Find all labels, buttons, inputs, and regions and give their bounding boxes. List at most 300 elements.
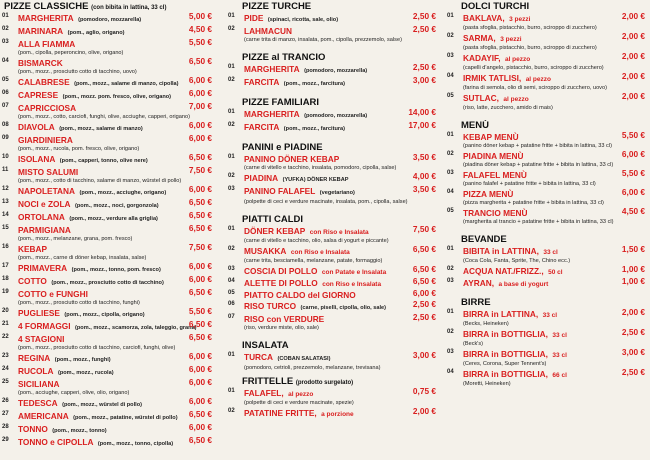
item-number: 03: [447, 349, 454, 355]
item-description: (margherita al trancio + patatine fritte + bibita in lattina, 33 cl): [463, 219, 614, 225]
item-name: CAPRICCIOSA: [18, 103, 77, 113]
item-name: 4 STAGIONI: [18, 334, 65, 344]
menu-item-row: [447, 12, 647, 24]
item-price: 14,00 €: [408, 107, 436, 117]
item-number: 01: [228, 13, 235, 19]
menu-item-row: [2, 378, 214, 389]
item-ingredients: con Riso e Insalata: [290, 249, 350, 256]
item-number: 28: [2, 424, 9, 430]
item-list: [447, 12, 647, 112]
menu-item-row: [228, 351, 438, 364]
item-name: TONNO e CIPOLLA: [18, 437, 94, 447]
item-ingredients: (pom., mozz., verdure alla griglia): [69, 216, 158, 222]
section-title: [228, 142, 438, 153]
item-description: (Ceres, Corona, Super Tennent's): [463, 361, 547, 367]
item-number: 02: [447, 33, 454, 39]
item-number: 18: [2, 276, 9, 282]
item-name: PRIMAVERA: [18, 263, 68, 273]
item-name: BIRRA in BOTTIGLIA,: [463, 349, 548, 359]
item-number: 08: [2, 122, 9, 128]
item-description: (panino falafel + patatine fritte + bibita in lattina, 33 cl): [463, 181, 596, 187]
item-price: 2,00 €: [621, 71, 645, 81]
item-name: AMERICANA: [18, 411, 69, 421]
item-number: 04: [447, 73, 454, 79]
item-number: 22: [2, 334, 9, 340]
item-price: 6,00 €: [188, 261, 212, 271]
item-price: 4,00 €: [412, 171, 436, 181]
menu-item-row: [2, 198, 214, 211]
item-ingredients: 33 cl: [542, 312, 558, 319]
menu-item-row: [228, 313, 438, 324]
item-name: BISMARCK: [18, 58, 63, 68]
item-name: SARMA,: [463, 33, 496, 43]
item-price: 6,50 €: [188, 223, 212, 233]
section-title: [447, 1, 647, 12]
item-description: (carne trita, besciamella, melanzane, patate, formaggio): [244, 258, 383, 264]
menu-item-row: [2, 224, 214, 235]
item-number: 27: [2, 411, 9, 417]
item-ingredients: (pom., mozz., tonno): [52, 428, 107, 434]
item-ingredients: (pom., mozz., acciughe, origano): [79, 190, 167, 196]
item-name: TURCA: [244, 352, 274, 362]
section-title: [228, 1, 438, 12]
item-name: TEDESCA: [18, 398, 58, 408]
menu-item-row: [2, 397, 214, 410]
menu-item-row: [447, 72, 647, 84]
item-name: CAPRESE: [18, 90, 59, 100]
item-ingredients: (pom., aglio, origano): [67, 30, 125, 36]
menu-item-row: [228, 108, 438, 121]
item-name: PATATINE FRITTE,: [244, 408, 317, 418]
section-title-text: FRITTELLE: [242, 376, 294, 387]
item-name: REGINA: [18, 353, 51, 363]
menu-item-row: [2, 410, 214, 423]
item-price: 2,50 €: [412, 312, 436, 322]
item-name: FALAFEL,: [244, 388, 284, 398]
item-price: 2,00 €: [621, 31, 645, 41]
menu-item-row: [228, 153, 438, 164]
item-description: (pom., mozz., prosciutto cotto di tacchino, uovo): [18, 69, 137, 75]
item-ingredients: a porzione: [321, 411, 354, 418]
item-list: [228, 153, 438, 206]
section-title-text: DOLCI TURCHI: [461, 1, 530, 12]
item-ingredients: al pezzo: [525, 76, 551, 83]
item-price: 2,00 €: [621, 51, 645, 61]
item-ingredients: (pom., mozz., würstel di pollo): [62, 402, 142, 408]
item-price: 1,00 €: [621, 264, 645, 274]
item-number: 29: [2, 437, 9, 443]
section-title-text: PANINI e PIADINE: [242, 142, 323, 153]
item-number: 02: [228, 122, 235, 128]
item-name: BIRRA in BOTTIGLIA,: [463, 369, 548, 379]
menu-item-row: [447, 308, 647, 320]
item-number: 07: [228, 314, 235, 320]
item-price: 17,00 €: [408, 120, 436, 130]
item-price: 3,50 €: [412, 184, 436, 194]
item-number: 01: [228, 154, 235, 160]
item-ingredients: (pomodoro, mozzarella): [78, 17, 142, 23]
item-price: 6,50 €: [188, 152, 212, 162]
item-price: 6,50 €: [188, 56, 212, 66]
item-number: 03: [2, 39, 9, 45]
item-ingredients: 66 cl: [552, 372, 567, 379]
menu-item-row: [2, 307, 214, 320]
item-number: 04: [2, 58, 9, 64]
item-number: 06: [228, 301, 235, 307]
menu-item-row: [447, 207, 647, 218]
item-name: PIATTO CALDO del GIORNO: [244, 290, 356, 300]
item-description: (polpette di ceci e verdure macinate, spezie): [244, 400, 354, 406]
item-price: 6,00 €: [188, 120, 212, 130]
item-price: 2,00 €: [621, 307, 645, 317]
item-name: BIBITA in LATTINA,: [463, 246, 539, 256]
item-number: 25: [2, 379, 9, 385]
menu-item-row: [228, 12, 438, 25]
item-description: (Becks, Heineken): [463, 321, 509, 327]
item-price: 2,50 €: [412, 24, 436, 34]
item-name: NOCI e ZOLA: [18, 199, 71, 209]
item-price: 1,00 €: [621, 276, 645, 286]
item-name: ISOLANA: [18, 154, 56, 164]
item-name: CALABRESE: [18, 77, 70, 87]
section-title-text: PIZZE CLASSICHE: [4, 1, 89, 12]
menu-item-row: [2, 352, 214, 365]
menu-item-row: [447, 169, 647, 180]
item-price: 2,00 €: [621, 11, 645, 21]
item-number: 06: [2, 90, 9, 96]
item-number: 01: [2, 13, 9, 19]
item-name: PIZZA MENÙ: [463, 189, 514, 199]
item-description: (Moretti, Heineken): [463, 381, 511, 387]
item-ingredients: 50 cl: [548, 269, 563, 276]
menu-item-row: [447, 277, 647, 289]
item-price: 6,50 €: [188, 435, 212, 445]
item-number: 20: [2, 308, 9, 314]
item-number: 07: [2, 103, 9, 109]
item-ingredients: 3 pezzi: [509, 16, 531, 23]
item-description: (pasta sfoglia, pistacchio, burro, sciroppo di zucchero): [463, 25, 597, 31]
item-name: MARGHERITA: [244, 109, 300, 119]
item-ingredients: al pezzo: [503, 96, 529, 103]
menu-item-row: [2, 134, 214, 145]
item-price: 6,50 €: [188, 409, 212, 419]
item-number: 01: [228, 226, 235, 232]
item-description: (Beck's): [463, 341, 484, 347]
item-ingredients: 33 cl: [552, 332, 567, 339]
item-ingredients: (pom., mozz., patatine, würstel di pollo): [73, 415, 178, 421]
item-list: [447, 131, 647, 226]
column-left: [2, 0, 214, 449]
item-ingredients: al pezzo: [504, 56, 531, 63]
item-ingredients: con Riso e Insalata: [309, 229, 369, 236]
item-number: 01: [447, 13, 454, 19]
menu-item-row: [228, 76, 438, 89]
item-ingredients: 33 cl: [552, 352, 567, 359]
item-number: 11: [2, 167, 9, 173]
item-price: 2,50 €: [412, 62, 436, 72]
item-price: 6,00 €: [188, 75, 212, 85]
menu-item-row: [2, 57, 214, 68]
menu-item-row: [2, 38, 214, 49]
item-number: 24: [2, 366, 9, 372]
menu-item-row: [2, 423, 214, 436]
item-number: 04: [447, 369, 454, 375]
menu-item-row: [2, 121, 214, 134]
item-number: 13: [2, 199, 9, 205]
item-name: TRANCIO MENÙ: [463, 208, 528, 218]
menu-item-row: [2, 166, 214, 177]
item-name: PUGLIESE: [18, 308, 60, 318]
item-name: PIDE: [244, 13, 264, 23]
item-description: (piadina döner kebap + patatine fritte + bibita in lattina, 33 cl): [463, 162, 614, 168]
item-price: 5,50 €: [188, 37, 212, 47]
item-name: KADAYIF,: [463, 53, 501, 63]
item-number: 03: [228, 186, 235, 192]
item-name: SICILIANA: [18, 379, 60, 389]
item-number: 02: [228, 173, 235, 179]
section-subtitle: (prodotto surgelato): [295, 380, 354, 386]
item-list: [228, 108, 438, 134]
item-price: 5,50 €: [188, 306, 212, 316]
section-title-text: INSALATA: [242, 340, 289, 351]
menu-item-row: [228, 121, 438, 134]
item-description: (pizza margherita + patatine fritte + bibita in lattina, 33 cl): [463, 200, 604, 206]
item-ingredients: (pom., mozz., salame di manzo, cipolla): [74, 81, 179, 87]
item-ingredients: (pom., mozz., noci, gorgonzola): [75, 203, 159, 209]
item-price: 7,00 €: [188, 101, 212, 111]
item-description: (pom., mozz., prosciutto cotto di tacchino, carciofi, funghi, olive): [18, 345, 176, 351]
item-number: 15: [2, 225, 9, 231]
item-ingredients: (pom., mozz., tonno, cipolla): [97, 441, 174, 447]
item-name: MARGHERITA: [244, 64, 300, 74]
item-name: ALLA FIAMMA: [18, 39, 76, 49]
section-title: [228, 97, 438, 108]
section-title-text: BEVANDE: [461, 234, 507, 245]
item-ingredients: (pom., mozz., prosciutto cotto di tacchino): [51, 280, 164, 286]
section-title: [447, 120, 647, 131]
item-number: 23: [2, 353, 9, 359]
item-name: MARINARA: [18, 26, 64, 36]
item-name: MISTO SALUMI: [18, 167, 79, 177]
item-ingredients: (pom., mozz., farcitura): [283, 81, 346, 87]
item-number: 16: [2, 244, 9, 250]
item-number: 09: [2, 135, 9, 141]
item-number: 19: [2, 289, 9, 295]
menu-item-row: [228, 407, 438, 419]
item-name: BIRRA in LATTINA,: [463, 309, 539, 319]
item-name: ALETTE DI POLLO: [244, 278, 318, 288]
item-price: 6,00 €: [188, 377, 212, 387]
item-price: 6,50 €: [188, 210, 212, 220]
menu-item-row: [2, 25, 214, 38]
item-price: 4,50 €: [188, 24, 212, 34]
item-description: (capelli d'angelo, pistacchio, burro, sciroppo di zucchero): [463, 65, 604, 71]
item-number: 10: [2, 154, 9, 160]
item-number: 26: [2, 398, 9, 404]
item-description: (pasta sfoglia, pistacchio, burro, sciroppo di zucchero): [463, 45, 597, 51]
item-description: (riso, latte, zucchero, amido di mais): [463, 105, 553, 111]
item-name: GIARDINIERA: [18, 135, 73, 145]
menu-item-row: [2, 333, 214, 344]
item-ingredients: (pomodoro, mozzarella): [304, 68, 368, 74]
item-list: [447, 308, 647, 388]
item-name: IRMIK TATLISI,: [463, 73, 522, 83]
item-price: 1,50 €: [621, 244, 645, 254]
item-name: BIRRA in BOTTIGLIA,: [463, 329, 548, 339]
item-list: [228, 387, 438, 419]
item-name: RISO TURCO: [244, 301, 297, 311]
menu-item-row: [447, 245, 647, 257]
menu-item-row: [447, 92, 647, 104]
item-price: 5,50 €: [621, 168, 645, 178]
item-description: (pom., mozz., melanzane, grana, pom. fresco): [18, 236, 133, 242]
item-ingredients: (pom., mozz., salame di manzo): [59, 126, 143, 132]
item-number: 04: [447, 189, 454, 195]
item-list: [2, 12, 214, 449]
item-number: 03: [447, 53, 454, 59]
item-ingredients: (YUFKA) DÖNER KEBAP: [282, 177, 349, 183]
menu-item-row: [2, 320, 214, 333]
item-ingredients: al pezzo: [288, 391, 314, 398]
menu-item-row: [447, 368, 647, 380]
item-price: 2,00 €: [412, 406, 436, 416]
item-price: 6,00 €: [188, 396, 212, 406]
item-name: BAKLAVA,: [463, 13, 505, 23]
item-name: 4 FORMAGGI: [18, 321, 71, 331]
menu-item-row: [228, 300, 438, 313]
section-title-text: BIRRE: [461, 297, 491, 308]
item-list: [228, 12, 438, 44]
item-price: 6,50 €: [188, 197, 212, 207]
item-number: 02: [228, 26, 235, 32]
item-price: 6,00 €: [188, 351, 212, 361]
item-name: DÖNER KEBAP: [244, 226, 306, 236]
item-price: 6,50 €: [188, 287, 212, 297]
item-name: MARGHERITA: [18, 13, 74, 23]
menu-item-row: [228, 172, 438, 185]
menu-item-row: [2, 211, 214, 224]
item-number: 02: [228, 408, 235, 414]
item-number: 02: [228, 77, 235, 83]
section-subtitle: (con bibita in lattina, 33 cl): [91, 5, 167, 11]
menu-item-row: [228, 289, 438, 300]
item-price: 2,50 €: [621, 367, 645, 377]
section-title: [228, 376, 438, 387]
menu-item-row: [228, 225, 438, 237]
section-title: [2, 1, 214, 12]
item-number: 02: [447, 266, 454, 272]
menu-item-row: [228, 185, 438, 198]
item-name: PIADINA MENÙ: [463, 151, 524, 161]
item-description: (pom., acciughe, capperi, olive, olio, origano): [18, 390, 130, 396]
item-price: 6,50 €: [412, 264, 436, 274]
menu-item-row: [2, 12, 214, 25]
item-price: 6,00 €: [621, 149, 645, 159]
item-name: SUTLAC,: [463, 93, 499, 103]
menu-item-row: [2, 243, 214, 254]
menu-item-row: [228, 245, 438, 257]
item-price: 7,50 €: [188, 165, 212, 175]
menu-item-row: [2, 76, 214, 89]
item-price: 3,00 €: [621, 347, 645, 357]
item-price: 7,50 €: [188, 242, 212, 252]
item-price: 6,50 €: [412, 244, 436, 254]
item-number: 05: [447, 93, 454, 99]
item-price: 6,00 €: [188, 184, 212, 194]
item-description: (pom., mozz., rucola, pom. fresco, olive, origano): [18, 146, 140, 152]
item-price: 2,50 €: [412, 299, 436, 309]
item-ingredients: (pom., mozz., rucola): [57, 370, 114, 376]
item-number: 01: [447, 309, 454, 315]
section-title: [228, 52, 438, 63]
menu-item-row: [2, 288, 214, 299]
item-price: 3,00 €: [412, 350, 436, 360]
section-title-text: PIZZE al TRANCIO: [242, 52, 326, 63]
item-name: KEBAP: [18, 244, 48, 254]
menu-item-row: [2, 102, 214, 113]
section-title: [228, 340, 438, 351]
menu-item-row: [447, 265, 647, 277]
item-price: 6,00 €: [188, 364, 212, 374]
item-price: 2,50 €: [412, 11, 436, 21]
item-name: COTTO: [18, 276, 47, 286]
item-price: 0,75 €: [412, 386, 436, 396]
section-title-text: PIATTI CALDI: [242, 214, 304, 225]
item-number: 03: [228, 266, 235, 272]
menu-item-row: [447, 131, 647, 142]
item-price: 6,50 €: [188, 332, 212, 342]
item-price: 3,00 €: [412, 75, 436, 85]
item-number: 14: [2, 212, 9, 218]
item-description: (Coca Cola, Fanta, Sprite, The, Chino ecc.): [463, 258, 571, 264]
menu-item-row: [447, 188, 647, 199]
item-price: 6,00 €: [188, 88, 212, 98]
item-number: 03: [447, 278, 454, 284]
item-price: 7,50 €: [412, 224, 436, 234]
item-name: MUSAKKA: [244, 246, 287, 256]
section-title-text: MENÙ: [461, 120, 489, 131]
menu-item-row: [228, 25, 438, 36]
menu-item-row: [447, 52, 647, 64]
section-title: [228, 214, 438, 225]
item-ingredients: con Riso e Insalata: [322, 281, 382, 288]
menu-item-row: [447, 348, 647, 360]
item-name: FARCITA: [244, 77, 280, 87]
item-description: (polpette di ceci e verdure macinate, insalata, pom., cipolla, salse): [244, 199, 408, 205]
item-name: KEBAP MENÙ: [463, 132, 519, 142]
item-name: RUCOLA: [18, 366, 54, 376]
item-price: 5,50 €: [621, 130, 645, 140]
item-description: (pom., mozz., cotto, carciofi, funghi, olive, acciughe, capperi, origano): [18, 114, 190, 120]
item-name: PIADINA: [244, 173, 279, 183]
item-price: 6,00 €: [412, 288, 436, 298]
menu-item-row: [2, 185, 214, 198]
item-list: [228, 63, 438, 89]
item-description: (pomodoro, cetrioli, prezzemolo, melanzane, trevisana): [244, 365, 381, 371]
item-name: TONNO: [18, 424, 48, 434]
column-middle: [228, 0, 438, 419]
item-number: 01: [228, 388, 235, 394]
menu-item-row: [228, 63, 438, 76]
item-number: 17: [2, 263, 9, 269]
item-list: [228, 351, 438, 372]
item-price: 6,00 €: [188, 422, 212, 432]
item-description: (carne trita di manzo, insalata, pom., cipolla, prezzemolo, salse): [244, 37, 402, 43]
item-description: (panino döner kebap + patatine fritte + bibita in lattina, 33 cl): [463, 143, 612, 149]
menu-item-row: [2, 275, 214, 288]
item-number: 05: [2, 77, 9, 83]
menu-item-row: [2, 365, 214, 378]
